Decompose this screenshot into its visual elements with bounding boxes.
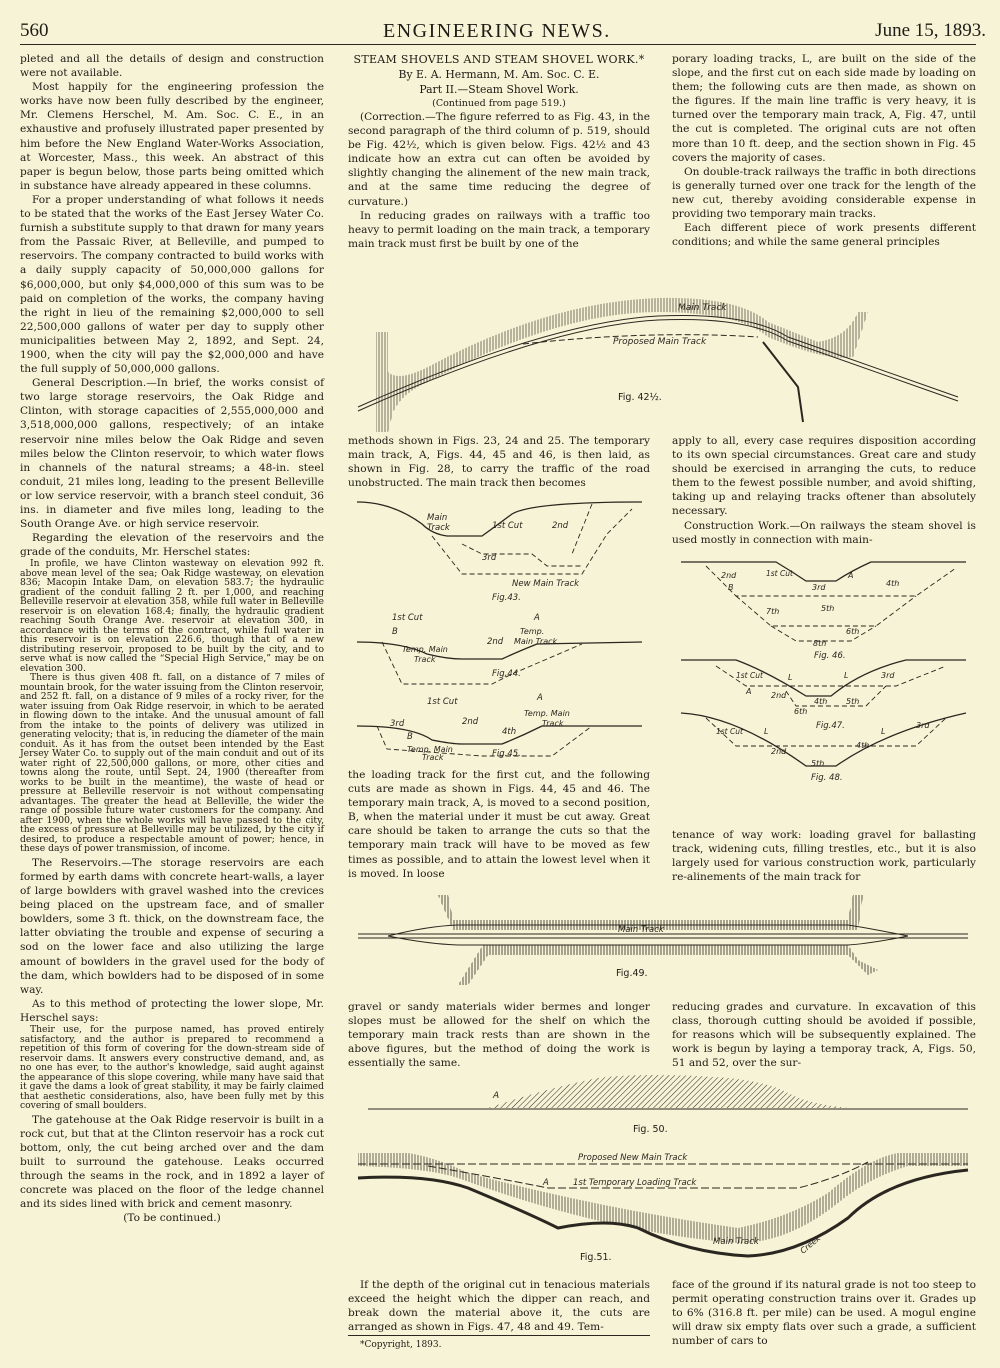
column-middle-top (348, 52, 650, 251)
continued-from: (Continued from page 519.) (432, 98, 566, 109)
paragraph: gravel or sandy materials wider bermes and longer slopes must be allowed for the shelf on which the temporary main track rests than are shown in the above figures, but the method of doing the work is essentially the same. (348, 1001, 650, 1070)
quote-paragraph: There is thus given 408 ft. fall, on a distance of 7 miles of mountain brook, for the water issuing from the Clinton reservoir, and 252 ft. fall, on a distance of 9 miles of a rocky river, for the water issuing from Oak Ridge reservoir, in which to be aerated in flowing down to the intake. And the unusual amount of fall from the intake to the points of delivery was utilized in generating velocity; that is, in reducing the diameter of the main conduit. As it has from the outset been intended by the East Jersey Water Co. to supply out of the main conduit and out of its water right of 22,500,000 gallons, or more, other cities and towns along the route, until Sept. 24, 1900 (thereafter from works to be built in the meantime), the waste of head or pressure at Belleville reservoir is not without compensating advantages. The greater the head at Belleville, the wider the range of possible future water customers for the company. And after 1900, when the whole works will have passed to the city, the excess of pressure at Belleville may be utilized, by the city if desired, to produce a respectable amount of power; hence, in these days of power transmission, of income. (20, 672, 324, 855)
to-be-continued: (To be continued.) (123, 1212, 221, 1225)
fig43-45-drawing (352, 494, 652, 760)
paragraph: porary loading tracks, L, are built on the side of the slope, and the first cut on each side made by loading on them; the following cuts are then made, as shown on the figures. If the main line traffic is very heavy, it is turned over the temporary main track, A, Fig. 47, until the cut is completed. The original cuts are not often more than 10 ft. deep, and the section shown in Fig. 45 covers the majority of cases. (672, 53, 976, 164)
quote-paragraph: In profile, we have Clinton wasteway on elevation 992 ft. above mean level of the sea; Oak Ridge wasteway, on elevation 836; Macopin Intake Dam, on elevation 583.7; the hydraulic gradient of the conduit falling 2 ft. per 1,000, and reaching Belleville reservoir at elevation 358, while full water in Belleville reservoir is on elevation 168.4; finally, the hydraulic gradient reaching South Orange Ave. reservoir at elevation 300, in accordance with the terms of the contract, while full water in this reservoir is on elevation 226.6, though that of a new distributing reservoir, proposed to be built by the city, and to serve what is now called the “Special High Service,” may be on elevation 300. (20, 558, 324, 674)
fig47-label: L (844, 671, 849, 680)
quotation (20, 559, 324, 854)
paragraph: For a proper understanding of what follows it needs to be stated that the works of the East Jersey Water Co. furnish a substitute supply to that drawn for many years from the Passaic River, at Belleville, and pumped to reservoirs. The company contracted to build works with a daily supply capacity of 50,000,000 gallons for $6,000,000, but only $4,000,000 of this sum was to be paid on completion of the works, the company having the right in lieu of the remaining $2,000,000 to sell 22,500,000 gallons of water per day to supply other municipalities between May 2, 1892, and Sept. 24, 1900, when the city will pay the $2,000,000 and have the full supply of 50,000,000 gallons. (20, 193, 324, 376)
paragraph: As to this method of protecting the lower slope, Mr. Herschel says: (20, 997, 324, 1024)
fig42-drawing (348, 282, 978, 432)
fig48-label: L (764, 727, 769, 736)
fig44-label: 1st Cut (392, 613, 423, 623)
paragraph: the loading track for the first cut, and the following cuts are made as shown in Figs. 44, 45 and 46. The temporary main track, A, is moved to a second position, B, when the material under it must be cut away. Great care should be taken to arrange the cuts so that the temporary main track will have to be moved as few times as possible, and to attain the lowest level when it is moved. In loose (348, 769, 650, 880)
fig45-label: 1st Cut (427, 697, 458, 707)
fig47-label: 5th (846, 697, 860, 706)
fig45-label: Track (422, 753, 444, 760)
fig42-label-proposed-main-track: Proposed Main Track (613, 337, 707, 347)
column-middle-lower (348, 768, 650, 881)
figure-42-half (348, 282, 978, 432)
fig45-label: Temp. Main (407, 745, 453, 754)
fig44-label: Track (414, 655, 436, 664)
quotation (20, 1025, 324, 1111)
paragraph: The Reservoirs.—The storage reservoirs are each formed by earth dams with concrete heart-walls, a layer of large bowlders with gravel washed into the crevices being placed on the upstream face, and of smaller bowlders, some 3 ft. thick, on the downstream face, the latter obviating the trouble and expense of securing a sod on the lower face and also utilizing the large amount of bowlders in the gravel used for the body of the dam, which bowlders had to be disposed of in some way. (20, 856, 324, 996)
paragraph: Regarding the elevation of the reservoirs and the grade of the conduits, Mr. Herschel states: (20, 532, 324, 559)
column-left (20, 52, 324, 1225)
fig47-label: 4th (814, 697, 828, 706)
figure-caption: Fig.47. (816, 721, 845, 731)
figure-caption: Fig. 46. (814, 651, 846, 661)
fig48-label: 1st Cut (716, 727, 743, 736)
fig43-label: 2nd (552, 521, 569, 531)
fig48-label: L (881, 727, 886, 736)
fig47-label: 2nd (771, 691, 787, 700)
fig45-label: 2nd (462, 717, 479, 727)
fig44-label: Main Track (514, 637, 558, 646)
fig51-label: Main Track (713, 1237, 759, 1247)
column-right-mid (672, 434, 976, 547)
publication-title: ENGINEERING NEWS. (383, 20, 611, 42)
column-middle-bottom (348, 1278, 650, 1352)
figure-caption: Fig.51. (580, 1252, 612, 1263)
fig47-label: L (788, 673, 793, 682)
fig46-label: A (848, 571, 854, 580)
fig48-label: 4th (856, 741, 870, 750)
fig46-label: 4th (886, 579, 900, 588)
fig50-label: A (493, 1091, 500, 1101)
quote-paragraph: Their use, for the purpose named, has proved entirely satisfactory, and the author is prepared to recommend a repetition of this form of covering for the down-stream side of reservoir dams. It answers every constructive demand, and, as no one has ever, to the author's knowledge, said aught against the appearance of this slope covering, while many have said that it gave the dams a look of great stability, it may be fairly claimed that aesthetic considerations, also, have been fully met by this covering of small boulders. (20, 1024, 324, 1111)
paragraph: apply to all, every case requires disposition according to its own special circumstances. Great care and study should be exercised in arranging the cuts, to reduce them to the fewest possible number, and avoid shifting, taking up and relaying tracks oftener than absolutely necessary. (672, 435, 976, 518)
fig43-label: 1st Cut (492, 521, 523, 531)
fig51-drawing (348, 1148, 978, 1266)
figures-46-48 (676, 556, 976, 784)
fig47-label: 1st Cut (736, 671, 763, 680)
fig51-label: 1st Temporary Loading Track (573, 1178, 697, 1188)
figures-43-45 (352, 494, 652, 760)
figure-49 (348, 890, 978, 1000)
fig46-label: 3rd (812, 583, 826, 592)
fig49-drawing (348, 890, 978, 1000)
paragraph: Most happily for the engineering profession the works have now been fully described by the engineer, Mr. Clemens Herschel, M. Am. Soc. C. E., in an exhaustive and profusely illustrated paper presented by him before the New England Water-Works Association, at Worcester, Mass., this week. An abstract of this paper is begun below, those parts being omitted which in substance have already appeared in these columns. (20, 81, 324, 192)
paragraph: If the depth of the original cut in tenacious materials exceed the height which the dipper can reach, and break down the material above it, the cuts are arranged as shown in Figs. 47, 48 and 49. Tem- (348, 1279, 650, 1334)
fig43-label: 3rd (482, 553, 497, 563)
figure-caption: Fig.45. (492, 749, 521, 759)
fig45-label: A (537, 693, 543, 703)
correction-paragraph: (Correction.—The figure referred to as Fig. 43, in the second paragraph of the third column of p. 519, should be Fig. 42½, which is given below. Figs. 42½ and 43 indicate how an extra cut can often be avoided by slightly changing the alinement of the new main track, and at the same time reducing the degree of curvature.) (348, 111, 650, 208)
article-part: Part II.—Steam Shovel Work. (419, 83, 579, 96)
article-byline: By E. A. Hermann, M. Am. Soc. C. E. (398, 68, 600, 81)
fig47-label: A (746, 687, 752, 696)
fig42-label-main-track: Main Track (678, 303, 727, 313)
fig44-label: Temp. Main (402, 645, 448, 654)
figure-caption: Fig.49. (616, 968, 648, 979)
column-right-after49 (672, 1000, 976, 1070)
paragraph: methods shown in Figs. 23, 24 and 25. The temporary main track, A, Figs. 44, 45 and 46, is then laid, as shown in Fig. 28, to carry the traffic of the road unobstructed. The main track then becomes (348, 435, 650, 490)
fig46-48-drawing (676, 556, 976, 784)
fig46-label: 1st Cut (766, 569, 793, 578)
figure-50 (348, 1068, 978, 1138)
paragraph: reducing grades and curvature. In excavation of this class, thorough cutting should be avoided if possible, for reasons which will be subsequently explained. The work is begun by laying a temporay track, A, Figs. 50, 51 and 52, over the sur- (672, 1001, 976, 1070)
paragraph: Each different piece of work presents different conditions; and while the same general principles (672, 222, 976, 249)
masthead (18, 14, 988, 44)
figure-51 (348, 1148, 978, 1266)
page-number: 560 (20, 20, 49, 41)
figure-caption: Fig. 50. (633, 1124, 668, 1135)
fig45-label: Temp. Main (524, 709, 570, 718)
fig46-label: 8th (813, 639, 827, 648)
fig48-label: 5th (811, 759, 825, 768)
column-middle-mid (348, 434, 650, 490)
fig46-label: 7th (766, 607, 780, 616)
fig45-label: 3rd (390, 719, 405, 729)
paragraph: Construction Work.—On railways the steam shovel is used mostly in connection with main- (672, 519, 976, 546)
fig44-label: 2nd (487, 637, 504, 647)
fig51-label: Proposed New Main Track (578, 1153, 688, 1163)
fig47-label: 3rd (881, 671, 895, 680)
paragraph: General Description.—In brief, the works consist of two large storage reservoirs, the Oak Ridge and Clinton, with storage capacities of 2,555,000,000 and 3,518,000,000 gallons, respectively; of an intake reservoir nine miles below the Oak Ridge and seven miles below the Clinton reservoir, to which water flows in channels of the natural streams; a 48-in. steel conduit, 21 miles long, leading to the present Belleville or low service reservoir, with a branch steel conduit, 36 ins. in diameter and five miles long, leading to the South Orange Ave. or high service reservoir. (20, 377, 324, 531)
figure-caption: Fig. 48. (811, 773, 843, 783)
fig43-label: Main (427, 513, 448, 523)
figure-caption: Fig. 42½. (618, 392, 662, 403)
article-title: STEAM SHOVELS AND STEAM SHOVEL WORK.* (353, 53, 645, 66)
fig45-label: Track (542, 719, 564, 728)
paragraph: face of the ground if its natural grade is not too steep to permit operating construction trains over it. Grades up to 6% (316.8 ft. per mile) can be used. A mogul engine will draw six empty flats over such a grade, a sufficient number of cars to (672, 1279, 976, 1348)
column-right-lower (672, 828, 976, 884)
fig43-label: Track (427, 523, 450, 533)
figure-caption: Fig.43. (492, 593, 521, 603)
masthead-rule (20, 44, 976, 45)
fig47-label: 6th (794, 707, 808, 716)
footnote: *Copyright, 1893. (360, 1340, 442, 1351)
fig46-label: 2nd (721, 571, 737, 580)
column-right-bottom (672, 1278, 976, 1348)
fig48-label: 2nd (771, 747, 787, 756)
fig49-label: Main Track (618, 925, 664, 935)
fig46-label: 5th (821, 604, 835, 613)
paragraph: tenance of way work: loading gravel for ballasting track, widening cuts, filling trestles, etc., but it is also largely used for various construction work, particularly re-alinements of the main track for (672, 829, 976, 884)
fig45-label: 4th (502, 727, 517, 737)
fig51-label: A (543, 1178, 549, 1188)
fig44-label: Temp. (520, 627, 545, 636)
figure-caption: Fig,44. (492, 669, 521, 679)
fig45-label: B (407, 732, 413, 742)
fig44-label: B (392, 627, 398, 637)
fig46-label: B (728, 583, 734, 592)
footnote-rule (348, 1335, 650, 1336)
issue-date: June 15, 1893. (875, 20, 986, 41)
column-middle-after49 (348, 1000, 650, 1070)
fig48-label: 3rd (916, 721, 930, 730)
paragraph: The gatehouse at the Oak Ridge reservoir is built in a rock cut, but that at the Clinton reservoir has a rock cut bottom, only, the cut being arched over and the dam built to surround the gatehouse. Leaks occurred through the seams in the rock, and in 1892 a layer of concrete was placed on the floor of the ledge channel and its sides lined with brick and cement masonry. (20, 1113, 324, 1211)
fig46-label: 6th (846, 627, 860, 636)
fig44-label: A (534, 613, 540, 623)
paragraph: On double-track railways the traffic in both directions is generally turned over one track for the length of the new cut, thereby avoiding considerable expense in providing two temporary main tracks. (672, 165, 976, 221)
paragraph: In reducing grades on railways with a traffic too heavy to permit loading on the main track, a temporary main track must first be built by one of the (348, 209, 650, 250)
fig51-label: Creek (798, 1233, 823, 1256)
column-right-top (672, 52, 976, 249)
fig43-label: New Main Track (512, 579, 580, 589)
paragraph: pleted and all the details of design and construction were not available. (20, 53, 324, 80)
